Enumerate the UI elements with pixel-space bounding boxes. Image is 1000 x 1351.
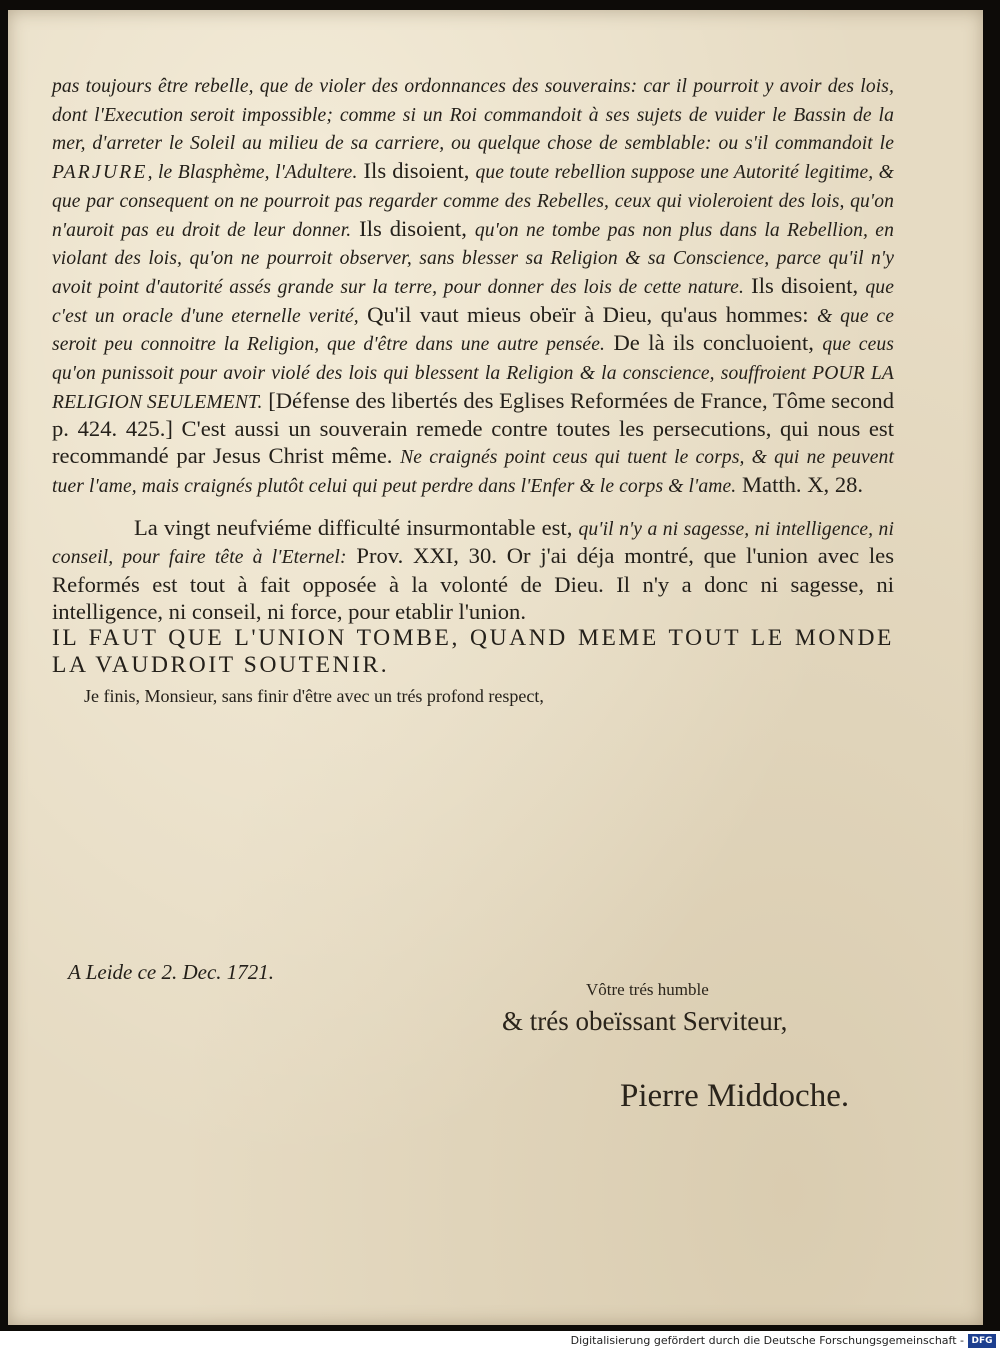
- signature-name: Pierre Middoche.: [620, 1078, 850, 1114]
- signature-line-1: Vôtre trés humble: [586, 980, 709, 999]
- signature-line-2: & trés obeïssant Serviteur,: [502, 1006, 788, 1036]
- paragraph-1: [52, 72, 894, 501]
- paragraph-2-caps: IL FAUT QUE L'UNION TOMBE, QUAND MEME TOUT LE MONDE LA VAUDROIT SOUTENIR.: [52, 625, 894, 679]
- p1-text-i: que c'est un oracle d'une eternelle verité,: [52, 276, 894, 327]
- p1-text-n: [Défense des libertés des Eglises Reformées de France, Tôme second p. 424. 425.] C'est aussi un souverain remede contre toutes les persecutions, qui nous est recommandé par Jesus Christ même.: [52, 387, 894, 469]
- closing-line: Je finis, Monsieur, sans finir d'être avec un trés profond respect,: [84, 685, 544, 706]
- p1-text-h: Ils disoient,: [743, 272, 866, 298]
- p1-text-k: & que ce seroit peu connoitre la Religion, que d'être dans une autre pensée.: [52, 305, 894, 356]
- p1-text-m: que ceus qu'on punissoit pour avoir violé des lois qui blessent la Religion & la conscience, souffroient POUR LA RELIGION SEULEMENT.: [52, 334, 894, 413]
- p1-text-l: De là ils concluoient,: [605, 330, 823, 356]
- p1-text-e: que toute rebellion suppose une Autorité legitime, & que par consequent on ne pourroit pas regarder comme des Rebelles, ceux qui violeroient des lois, qu'on n'auroit pas eu droit de leur donner.: [52, 162, 895, 241]
- p2-text-c: Prov. XXI, 30. Or j'ai déja montré, que l'union avec les Reformés est tout à fait opposée à la volonté de Dieu. Il n'y a donc ni sagesse, ni intelligence, ni conseil, ni force, pour etablir l'union.: [52, 543, 895, 624]
- p1-text-a: pas toujours être rebelle, que de violer des ordonnances des souverains: car il pourroit y avoir des lois, dont l'Execution seroit impossible; comme si un Roi commandoit à ses sujets de vuider le Bassin de la mer, d'arreter le Soleil au milieu de sa carriere, ou quelque chose de semblable: ou s'il commandoit le: [52, 76, 894, 155]
- p2-text-a: La vingt neufviéme difficulté insurmontable est,: [134, 514, 579, 540]
- p1-text-j: Qu'il vaut mieus obeïr à Dieu, qu'aus hommes:: [358, 301, 817, 327]
- p1-text-c: , le Blasphème, l'Adultere.: [147, 162, 358, 184]
- p1-text-d: Ils disoient,: [357, 158, 476, 184]
- paragraph-2: [52, 515, 894, 626]
- digitization-footer: [0, 1331, 1000, 1351]
- place-date: A Leide ce 2. Dec. 1721.: [68, 960, 275, 984]
- dfg-logo-icon: DFG: [968, 1334, 996, 1348]
- p1-text-p: Matth. X, 28.: [736, 471, 864, 497]
- funding-credit: Digitalisierung gefördert durch die Deutsche Forschungsgemeinschaft -: [570, 1334, 964, 1347]
- p1-text-f: Ils disoient,: [351, 215, 475, 241]
- p1-text-o: Ne craignés point ceus qui tuent le corps, & qui ne peuvent tuer l'ame, mais craignés plutôt celui qui peut perdre dans l'Enfer & le corps & l'ame.: [52, 447, 894, 497]
- p1-text-g: qu'on ne tombe pas non plus dans la Rebellion, en violant des lois, qu'on ne pourroit observer, sans blesser sa Religion & sa Conscience, parce qu'il n'y avoit point d'autorité assés grande sur la terre, pour donner des lois de cette nature.: [52, 219, 894, 298]
- page-body-text: [52, 72, 894, 709]
- book-page: [8, 10, 983, 1325]
- p1-text-b: PARJURE: [52, 162, 148, 184]
- p2-text-b: qu'il n'y a ni sagesse, ni intelligence, ni conseil, pour faire tête à l'Eternel:: [52, 518, 894, 569]
